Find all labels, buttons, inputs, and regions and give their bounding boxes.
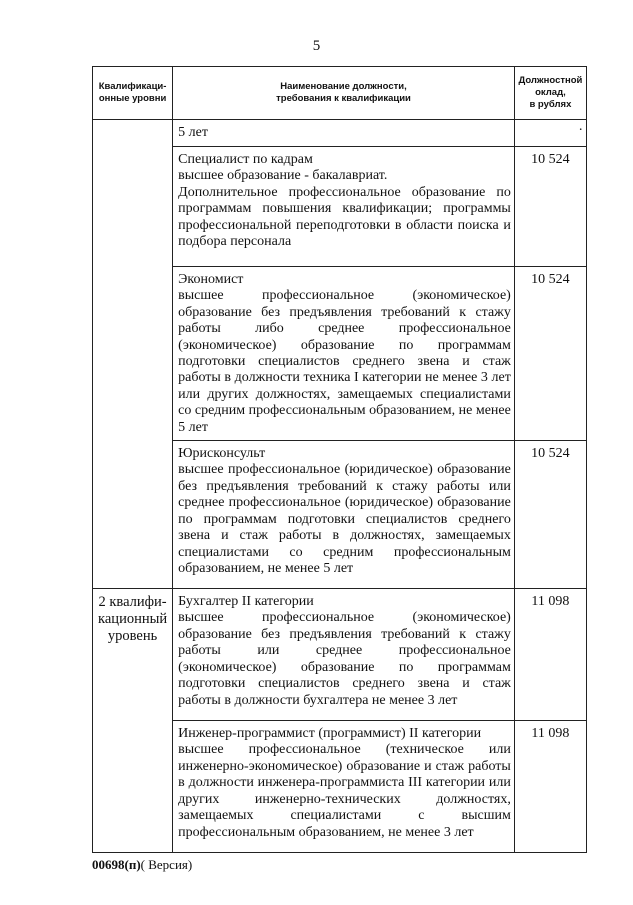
position-title: Экономист (178, 272, 244, 287)
description-cell (173, 267, 515, 441)
position-requirement: Дополнительное профессиональное образование по программам повышения квалификации; программы профессиональной переподготовки в области поиска и подбора персонала (178, 184, 511, 250)
description-cell (173, 120, 515, 147)
salary-cell: 10 524 (514, 147, 586, 267)
header-level: Квалификаци- онные уровни (93, 67, 173, 120)
table-header-row (93, 67, 587, 120)
level-cell-1 (93, 120, 173, 589)
description-cell (173, 589, 515, 721)
position-requirement: высшее профессиональное (техническое или инженерно-экономическое) образование и стаж работы в должности инженера-программиста III категории или других инженерно-технических должностях, замещаемых специалистами с высшим профессиональным образованием, не менее 3 лет (178, 742, 511, 840)
salary-cell: 10 524 (514, 267, 586, 441)
header-position: Наименование должности, требования к квалификации (173, 67, 515, 120)
salary-cell: 11 098 (514, 589, 586, 721)
position-requirement: высшее профессиональное (юридическое) образование без предъявления требований к стажу работы или среднее профессиональное (юридическое) образование по программам подготовки специалистов среднего звена и стаж работы в должностях, замещаемых специалистами со средним профессиональным образованием, не менее 5 лет (178, 462, 511, 576)
description-cell (173, 441, 515, 589)
description-cell (173, 147, 515, 267)
salary-cell: 11 098 (514, 721, 586, 853)
header-salary: Должностной оклад, в рублях (514, 67, 586, 120)
salary-cell: 10 524 (514, 441, 586, 589)
position-title: Юрисконсульт (178, 446, 266, 462)
footer (92, 857, 192, 873)
description-cell (173, 721, 515, 853)
level-cell-2: 2 квалифи- кационный уровень (93, 589, 173, 853)
position-requirement: высшее профессиональное (экономическое) образование без предъявления требований к стажу работы либо среднее профессиональное (экономическое) образование по программам подготовки специалистов среднего звена и стаж работы в должности техника I категории не менее 3 лет или других должностях, замещаемых специалистами со средним профессиональным образованием, не менее 5 лет (178, 288, 511, 435)
position-requirement: высшее образование - бакалавриат. (178, 168, 388, 184)
table-row (93, 589, 587, 721)
position-line: 5 лет (178, 125, 208, 140)
position-requirement: высшее профессиональное (экономическое) образование без предъявления требований к стажу работы или среднее профессиональное (экономическое) образование по программам подготовки специалистов среднего звена и стаж работы в должности бухгалтера не менее 3 лет (178, 610, 511, 708)
salary-dot: · (578, 123, 583, 138)
position-title: Бухгалтер II категории (178, 594, 314, 610)
page-number: 5 (312, 38, 321, 54)
qualification-table (92, 66, 587, 853)
document-code: 00698(п) (92, 857, 141, 872)
position-title: Инженер-программист (программист) II категории (178, 726, 482, 742)
table-row (93, 120, 587, 147)
document-version: ( Версия) (140, 857, 193, 872)
salary-cell (514, 120, 586, 147)
position-title: Специалист по кадрам (178, 152, 313, 167)
